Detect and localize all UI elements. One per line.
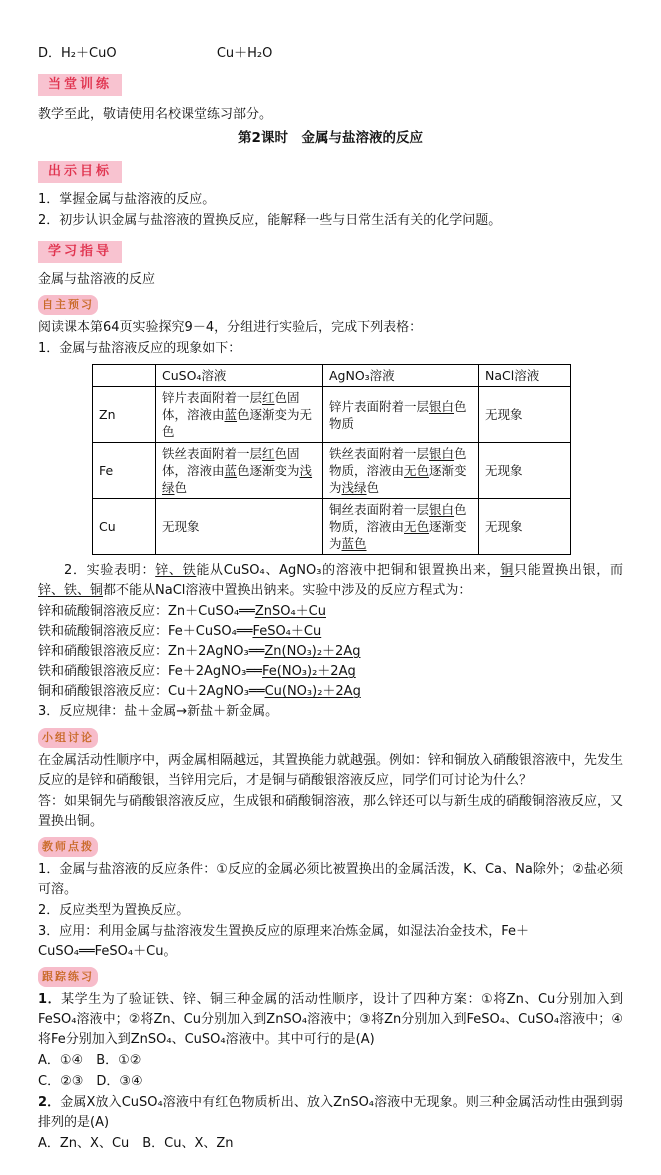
- study-guide-badge: 学习指导: [38, 241, 122, 263]
- discussion-answer: 答：如果铜先与硝酸银溶液反应，生成银和硝酸铜溶液，那么锌还可以与新生成的硝酸铜溶液反应，又置换出铜。: [38, 794, 624, 829]
- chemical-equation-fe-agno3: 铁和硝酸银溶液反应：Fe＋2AgNO₃══Fe(NO₃)₂＋2Ag: [38, 664, 356, 679]
- table-header-row: [93, 365, 571, 387]
- metal-label-cu: Cu: [93, 499, 156, 555]
- in-class-training-badge: 当堂训练: [38, 74, 122, 96]
- zn-agno3-cell: 锌片表面附着一层银白色物质: [323, 387, 479, 443]
- cu-cuso4-cell: 无现象: [156, 499, 323, 555]
- teacher-point-1: 1．金属与盐溶液的反应条件：①反应的金属必须比被置换出的金属活泼，K、Ca、Na除外；②盐必须可溶。: [38, 862, 623, 897]
- chemical-equation-fe-cuso4: 铁和硫酸铜溶液反应：Fe＋CuSO₄══FeSO₄＋Cu: [38, 624, 322, 639]
- guide-topic: 金属与盐溶液的反应: [38, 272, 156, 287]
- observation-table: [92, 364, 571, 555]
- header-agno3: AgNO₃溶液: [323, 365, 479, 387]
- badge-row-chushi: [38, 152, 623, 190]
- badge-row-xuexi: [38, 232, 623, 270]
- header-cuso4: CuSO₄溶液: [156, 365, 323, 387]
- lesson-title: 第2课时 金属与盐溶液的反应: [238, 130, 423, 146]
- option-d-products: Cu＋H₂O: [216, 46, 273, 61]
- zn-cuso4-cell: 锌片表面附着一层红色固体，溶液由蓝色逐渐变为无色: [156, 387, 323, 443]
- cu-nacl-cell: 无现象: [479, 499, 571, 555]
- teaching-note: 教学至此，敬请使用名校课堂练习部分。: [38, 107, 273, 122]
- badge-row-dangtang: [38, 65, 623, 103]
- cu-agno3-cell: 铜丝表面附着一层银白色物质，溶液由无色逐渐变为蓝色: [323, 499, 479, 555]
- goal-1: 1．掌握金属与盐溶液的反应。: [38, 192, 216, 207]
- phenomena-title: 1．金属与盐溶液反应的现象如下：: [38, 341, 242, 356]
- self-preview-badge: 自主预习: [38, 295, 98, 315]
- table-row-zn: [93, 387, 571, 443]
- fe-cuso4-cell: 铁丝表面附着一层红色固体，溶液由蓝色逐渐变为浅绿色: [156, 443, 323, 499]
- badge-row-xiaozu: [38, 724, 623, 751]
- discussion-question: 在金属活动性顺序中，两金属相隔越远，其置换能力就越强。例如：锌和铜放入硝酸银溶液中，先发生反应的是锌和硝酸银，当锌用完后，才是铜与硝酸银溶液反应，同学们可讨论为什么？: [38, 753, 624, 788]
- question-1: 1．某学生为了验证铁、锌、铜三种金属的活动性顺序，设计了四种方案：①将Zn、Cu分别加入到FeSO₄溶液中；②将Zn、Cu分别加入到ZnSO₄溶液中；③将Zn分别加入到FeSO₄、CuSO₄溶液中；④将Fe分别加入到ZnSO₄、CuSO₄溶液中。其中可行的是(A): [38, 992, 623, 1047]
- option-d-reactants: D．H₂＋CuO: [38, 46, 117, 61]
- badge-row-jiaoshi: [38, 833, 623, 860]
- header-nacl: NaCl溶液: [479, 365, 571, 387]
- goal-2: 2．初步认识金属与盐溶液的置换反应，能解释一些与日常生活有关的化学问题。: [38, 213, 502, 228]
- teacher-point-2: 2．反应类型为置换反应。: [38, 903, 190, 918]
- fe-nacl-cell: 无现象: [479, 443, 571, 499]
- metal-label-fe: Fe: [93, 443, 156, 499]
- option-d-line: [38, 44, 623, 64]
- question-1-options-ab: A．①④ B．①②: [38, 1053, 142, 1068]
- question-2-options: A．Zn、X、Cu B．Cu、X、Zn: [38, 1136, 234, 1151]
- question-1-options-cd: C．②③ D．③④: [38, 1074, 143, 1089]
- table-row-cu: [93, 499, 571, 555]
- badge-row-zizhu: [38, 291, 623, 318]
- teacher-point-3: 3．应用：利用金属与盐溶液发生置换反应的原理来冶炼金属，如湿法冶金技术，Fe＋CuSO₄══FeSO₄＋Cu。: [38, 924, 530, 959]
- badge-row-genzong: [38, 963, 623, 990]
- reading-instruction: 阅读课本第64页实验探究9－4，分组进行实验后，完成下列表格：: [38, 320, 423, 335]
- question-2: 2．金属X放入CuSO₄溶液中有红色物质析出、放入ZnSO₄溶液中无现象。则三种金属活动性由强到弱排列的是(A): [38, 1095, 624, 1130]
- teacher-tips-badge: 教师点拨: [38, 837, 98, 857]
- header-empty-cell: [93, 365, 156, 387]
- chemical-equation-zn-agno3: 锌和硝酸银溶液反应：Zn＋2AgNO₃══Zn(NO₃)₂＋2Ag: [38, 644, 361, 659]
- experiment-summary: 2．实验表明：锌、铁能从CuSO₄、AgNO₃的溶液中把铜和银置换出来，铜只能置换出银，而锌、铁、铜都不能从NaCl溶液中置换出钠来。实验中涉及的反应方程式为：: [38, 563, 623, 598]
- group-discussion-badge: 小组讨论: [38, 728, 98, 748]
- fe-agno3-cell: 铁丝表面附着一层银白色物质，溶液由无色逐渐变为浅绿色: [323, 443, 479, 499]
- chemical-equation-cu-agno3: 铜和硝酸银溶液反应：Cu＋2AgNO₃══Cu(NO₃)₂＋2Ag: [38, 684, 361, 699]
- table-row-fe: [93, 443, 571, 499]
- follow-up-practice-badge: 跟踪练习: [38, 967, 98, 987]
- metal-label-zn: Zn: [93, 387, 156, 443]
- chemical-equation-zn-cuso4: 锌和硫酸铜溶液反应：Zn＋CuSO₄══ZnSO₄＋Cu: [38, 604, 326, 619]
- show-goals-badge: 出示目标: [38, 161, 122, 183]
- reaction-rule: 3．反应规律：盐＋金属→新盐＋新金属。: [38, 704, 279, 719]
- zn-nacl-cell: 无现象: [479, 387, 571, 443]
